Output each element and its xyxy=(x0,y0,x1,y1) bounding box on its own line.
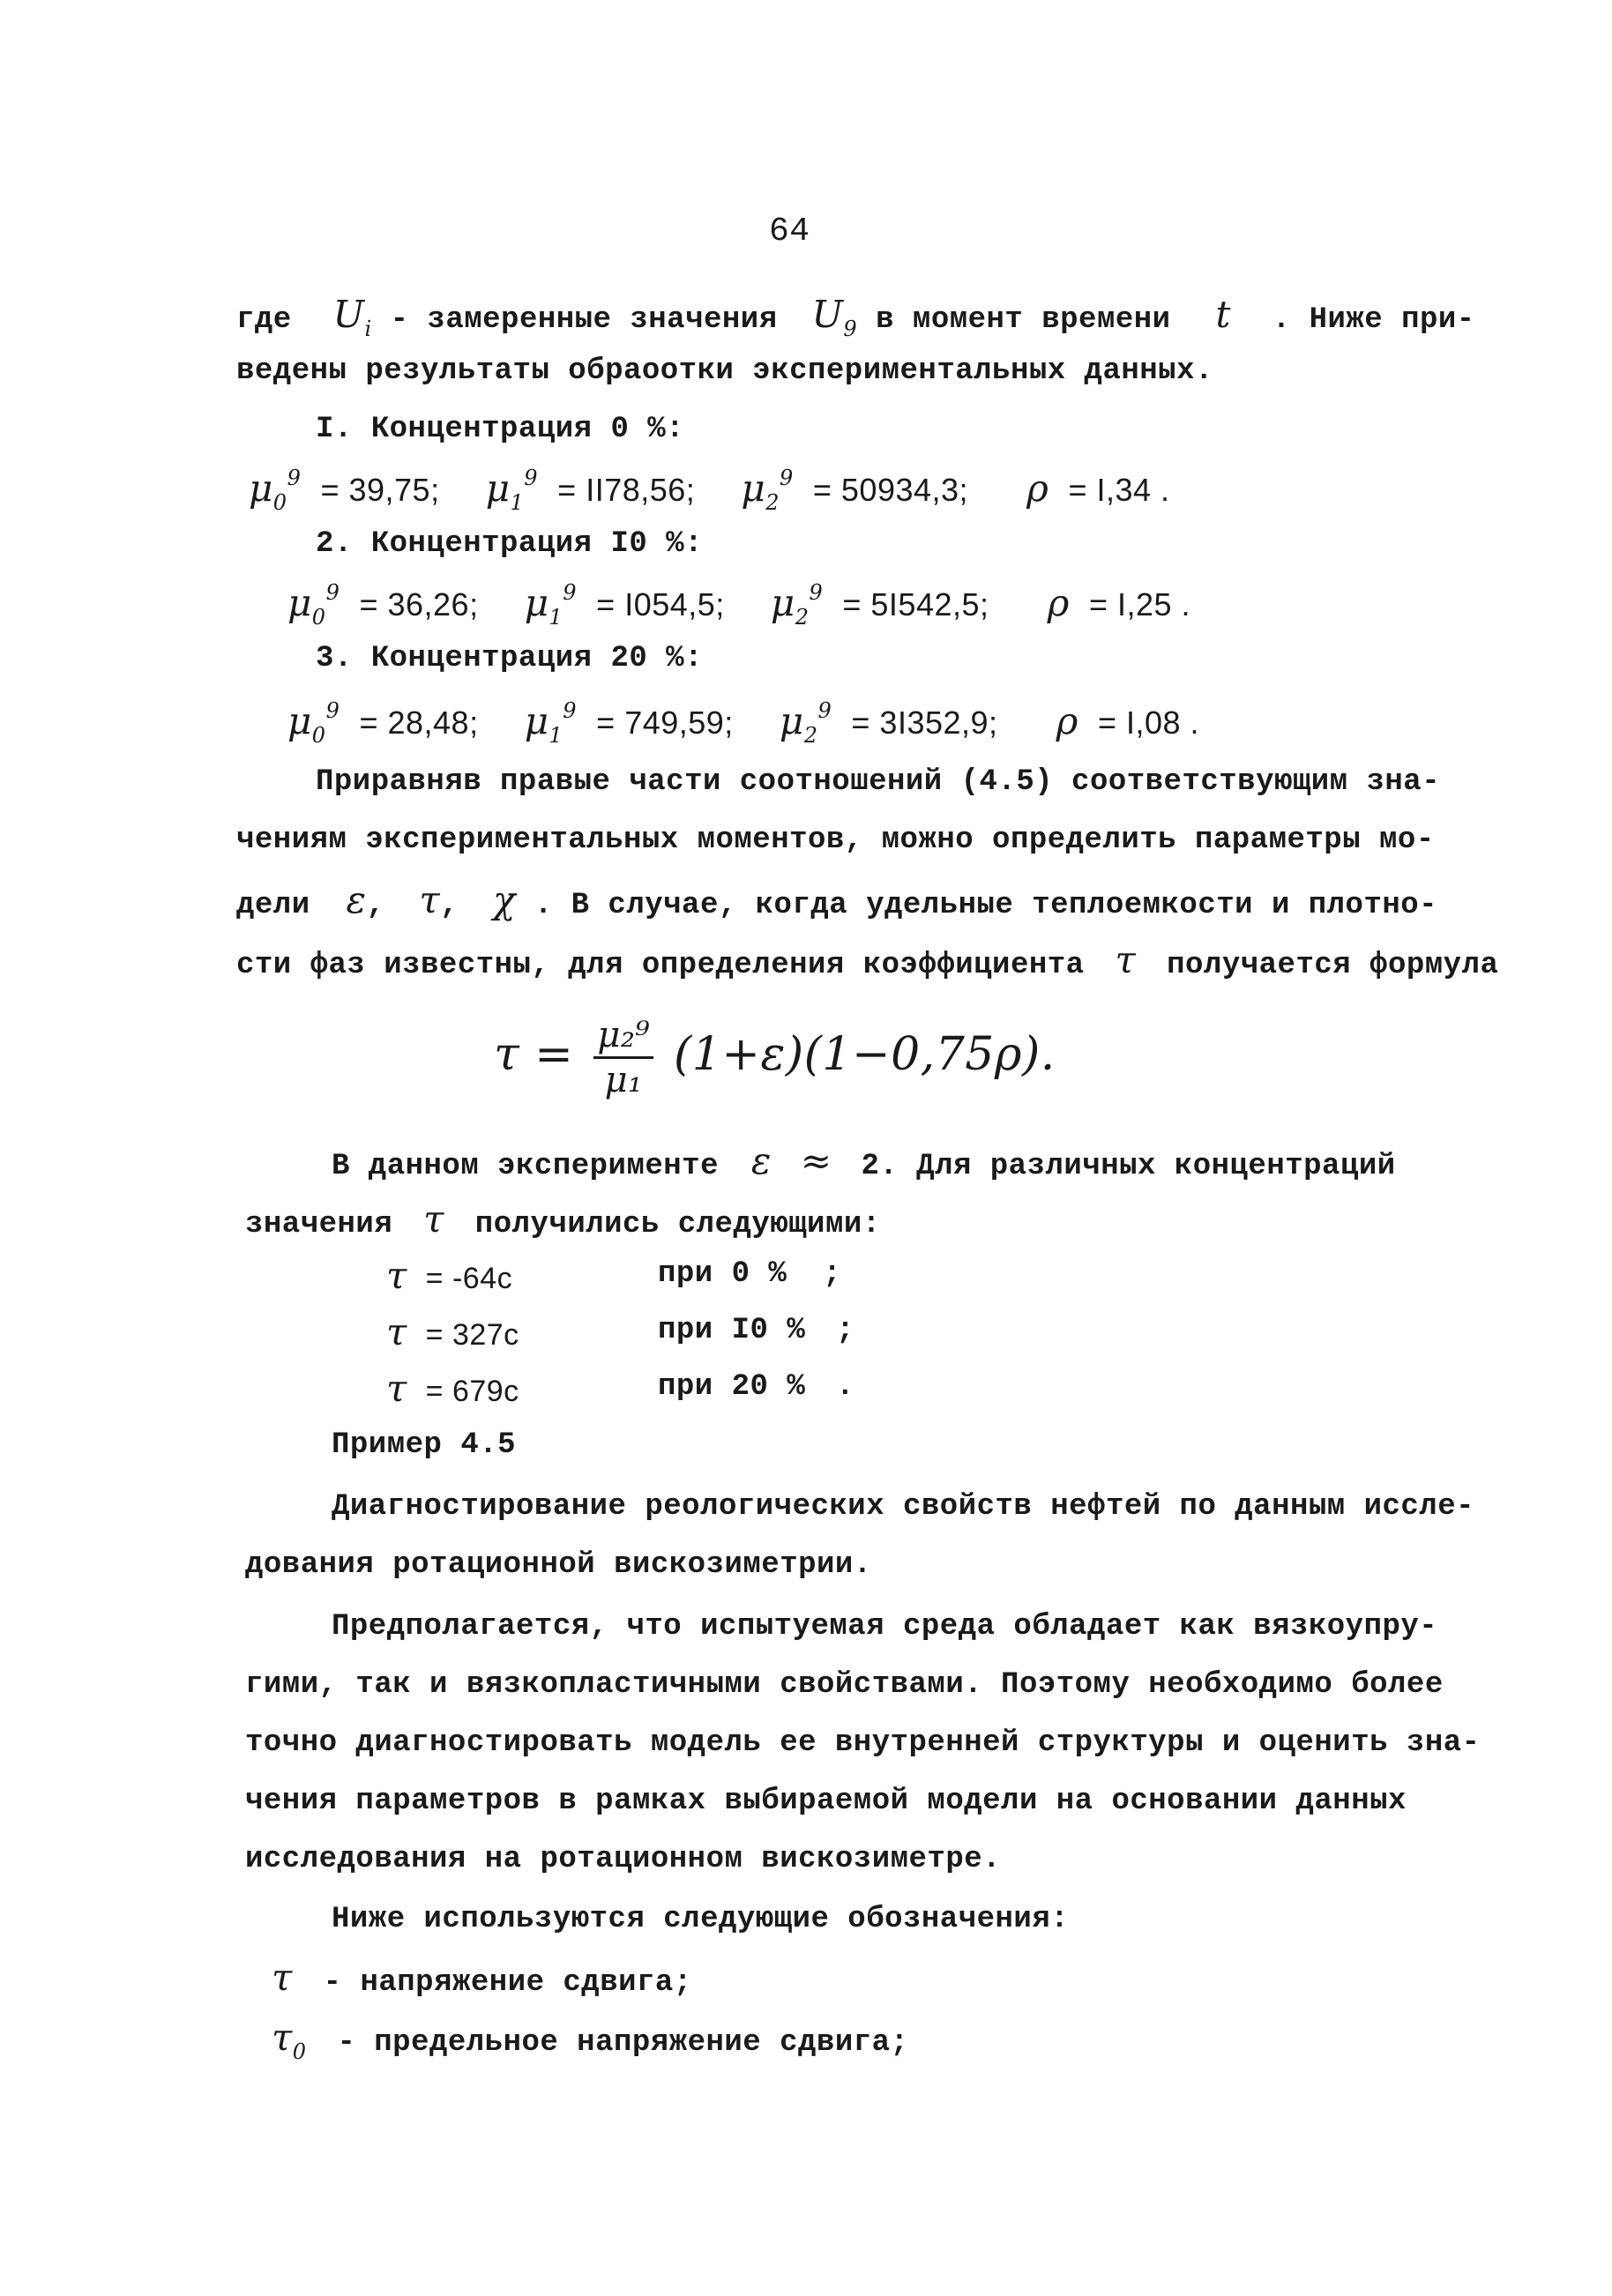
case-values-1 xyxy=(249,467,1170,513)
mu-2-symbol: $\mu_2^9$ xyxy=(779,698,832,748)
symbol-tau: τ xyxy=(419,878,441,921)
tau-cond-row-2 xyxy=(658,1316,855,1346)
para1-line-4 xyxy=(236,938,1499,982)
para3-line-5: исследования на ротационном вискозиметре. xyxy=(245,1843,1002,1876)
mu-2-value: = 5I542,5; xyxy=(842,586,989,622)
para3-line-1: Предполагается, что испытуемая среда обладает как вязкоупру- xyxy=(332,1610,1438,1644)
tau-end: ; xyxy=(823,1257,842,1291)
intro-text-a: где xyxy=(236,303,292,337)
tau-value-row-3 xyxy=(386,1367,519,1410)
mu-2-symbol: $\mu_2^9$ xyxy=(770,580,824,630)
case-heading-1: I. Концентрация 0 %: xyxy=(316,413,685,446)
mu-0-value: = 28,48; xyxy=(359,704,479,741)
mu-1-value: = 749,59; xyxy=(596,704,734,741)
symbol-chi: χ xyxy=(492,878,516,921)
tau-value-row-2 xyxy=(386,1310,519,1353)
para1-line-3: дели ε, τ, χ . В случае, когда удельные теплоемкости и плотно- xyxy=(236,878,1438,922)
case-heading-3: 3. Концентрация 20 %: xyxy=(316,642,703,675)
tau-cond-row-1 xyxy=(658,1259,841,1289)
para1-text-formula: получается формула xyxy=(1167,949,1499,982)
symbol-tau: τ xyxy=(386,1367,407,1410)
symbol-tau: τ xyxy=(272,1956,293,1999)
rho-symbol: ρ xyxy=(1047,581,1070,624)
notation-item-2 xyxy=(272,2016,909,2064)
rho-value: = I,34 . xyxy=(1068,472,1170,508)
case-heading-2: 2. Концентрация I0 %: xyxy=(316,527,703,561)
tau-value-row-1 xyxy=(386,1254,513,1297)
symbol-u-9: $U_9$ xyxy=(811,293,858,341)
rho-value: = I,08 . xyxy=(1097,704,1200,741)
para3-line-2: гими, так и вязкопластичными свойствами. Поэтому необходимо более xyxy=(245,1668,1444,1702)
mu-1-symbol: $\mu_1^9$ xyxy=(524,580,578,630)
para1-line-2: чениям экспериментальных моментов, можно определить параметры мо- xyxy=(236,824,1435,857)
example-title: Пример 4.5 xyxy=(332,1428,517,1462)
mu-2-symbol: $\mu_2^9$ xyxy=(741,466,794,515)
formula-rhs: (1+ε)(1−0,75ρ). xyxy=(674,1028,1056,1081)
tau-cond: при I0 % xyxy=(658,1314,806,1347)
para1-line-1: Приравняв правые части соотношений (4.5) соответствующим зна- xyxy=(316,765,1441,799)
rho-value: = I,25 . xyxy=(1088,586,1191,622)
tau-cond-row-3 xyxy=(658,1372,855,1402)
tau-value: = 679с xyxy=(425,1375,519,1408)
formula-numerator: μ₂⁹ xyxy=(593,1014,653,1059)
para1-text-models: дели xyxy=(236,889,310,922)
para2-line-2 xyxy=(245,1197,881,1241)
symbol-tau: τ xyxy=(423,1197,444,1241)
intro-text-b: - замеренные значения xyxy=(390,303,778,337)
formula-lhs: τ = xyxy=(494,1028,574,1081)
rho-symbol: ρ xyxy=(1056,699,1078,742)
symbol-tau: τ xyxy=(1115,938,1137,981)
intro-line-1 xyxy=(236,293,1475,341)
tau-cond: при 20 % xyxy=(658,1370,806,1404)
tau-value: = 327с xyxy=(425,1318,519,1352)
tau-end: ; xyxy=(836,1314,855,1347)
symbol-tau-0: $\tau_0$ xyxy=(272,2016,307,2064)
tau-value: = -64с xyxy=(425,1262,513,1295)
intro-line-2: ведены результаты обраоотки экспериментальных данных. xyxy=(236,354,1213,388)
mu-2-value: = 50934,3; xyxy=(812,472,969,508)
symbol-epsilon: ε xyxy=(750,1139,772,1182)
intro-text-c: в момент времени xyxy=(876,303,1171,337)
rho-symbol: ρ xyxy=(1026,466,1049,510)
page-number: 64 xyxy=(769,212,810,250)
symbol-approx: ≈ xyxy=(800,1139,832,1182)
para3-line-3: точно диагностировать модель ее внутренней структуры и оценить зна- xyxy=(245,1726,1481,1760)
para2-line-1 xyxy=(332,1139,1396,1183)
symbol-u-i: $U_i$ xyxy=(332,293,372,341)
example-heading-line-1: Диагностирование реологических свойств нефтей по данным иссле- xyxy=(332,1490,1475,1524)
para1-text-case: . В случае, когда удельные теплоемкости и плотно- xyxy=(534,889,1438,922)
symbol-epsilon: ε xyxy=(346,878,367,921)
para2-text-b: 2. Для различных концентраций xyxy=(861,1150,1396,1183)
intro-text-d: . Ниже при- xyxy=(1272,303,1475,337)
mu-0-value: = 36,26; xyxy=(359,586,479,622)
notation-item-1 xyxy=(272,1956,692,2000)
mu-1-symbol: $\mu_1^9$ xyxy=(485,466,539,515)
formula-fraction xyxy=(593,1014,653,1101)
mu-0-value: = 39,75; xyxy=(320,472,440,508)
para2-text-a: В данном эксперименте xyxy=(332,1150,719,1183)
para1-text-phases: сти фаз известны, для определения коэффициента xyxy=(236,949,1085,982)
symbol-tau: τ xyxy=(386,1310,407,1353)
mu-1-symbol: $\mu_1^9$ xyxy=(524,698,578,748)
notation-text: - предельное напряжение сдвига; xyxy=(337,2026,909,2060)
case-values-3 xyxy=(287,700,1199,746)
mu-1-value: = II78,56; xyxy=(557,472,696,508)
case-values-2 xyxy=(287,582,1190,628)
formula-denominator: μ₁ xyxy=(604,1060,643,1100)
para2-text-d: получились следующими: xyxy=(474,1208,881,1241)
mu-0-symbol: $\mu_0^9$ xyxy=(287,580,340,630)
mu-0-symbol: $\mu_0^9$ xyxy=(287,698,340,748)
mu-0-symbol: $\mu_0^9$ xyxy=(249,466,302,515)
para3-line-4: чения параметров в рамках выбираемой модели на основании данных xyxy=(245,1785,1407,1818)
tau-cond: при 0 % xyxy=(658,1257,787,1291)
mu-1-value: = I054,5; xyxy=(596,586,725,622)
symbol-tau: τ xyxy=(386,1254,407,1297)
example-heading-line-2: дования ротационной вискозиметрии. xyxy=(245,1548,872,1582)
formula xyxy=(494,1014,1056,1101)
tau-end: . xyxy=(836,1370,855,1404)
mu-2-value: = 3I352,9; xyxy=(851,704,998,741)
notation-intro: Ниже используются следующие обозначения: xyxy=(332,1903,1070,1936)
symbol-t: t xyxy=(1215,293,1231,336)
notation-text: - напряжение сдвига; xyxy=(323,1966,692,2000)
para2-text-c: значения xyxy=(245,1208,393,1241)
